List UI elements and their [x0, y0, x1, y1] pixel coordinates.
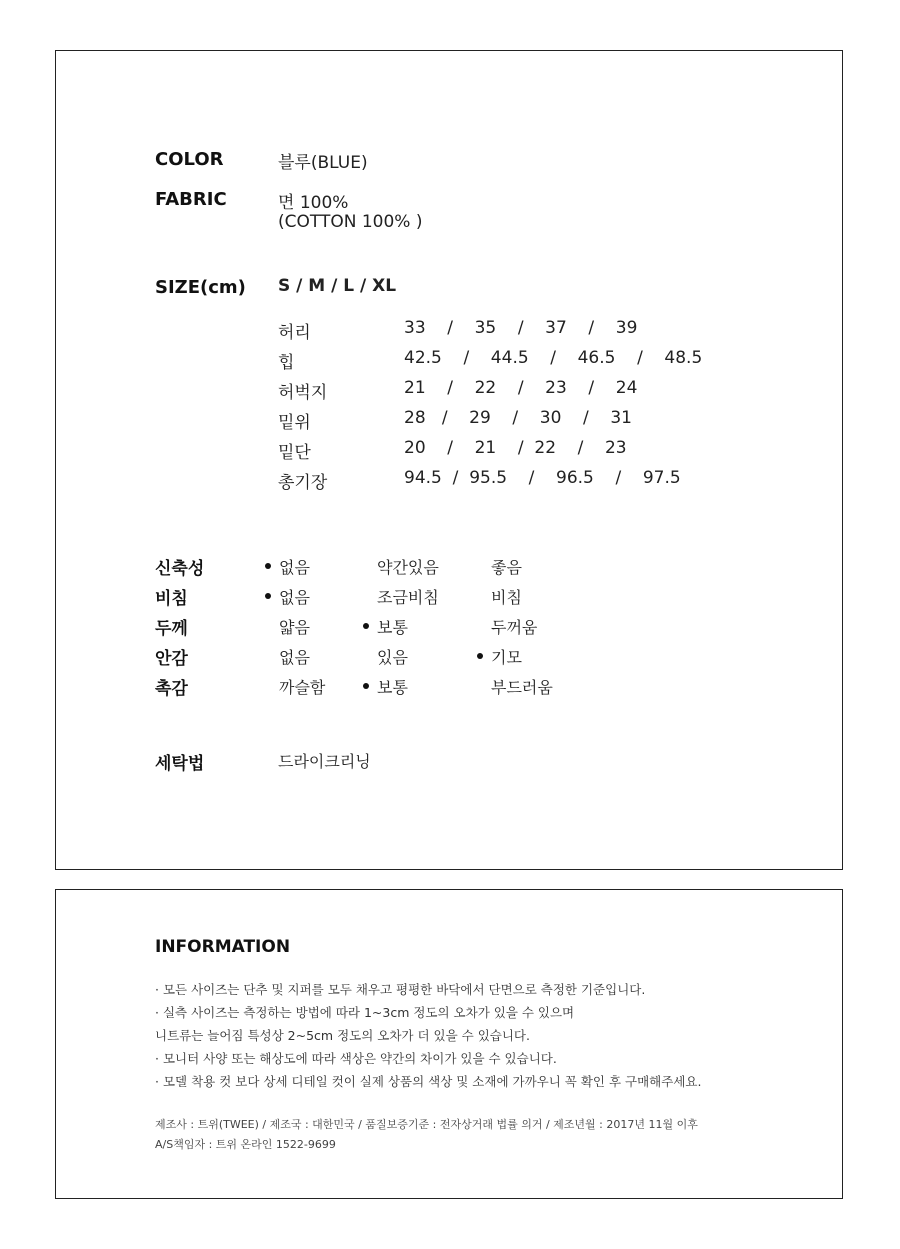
size-value: S / M / L / XL: [278, 276, 397, 296]
information-box: [55, 889, 843, 1199]
measurement-values: 21 / 22 / 23 / 24: [404, 378, 638, 398]
feature-row-texture: [155, 674, 715, 698]
feature-row-lining: [155, 644, 715, 668]
measurement-values: 42.5 / 44.5 / 46.5 / 48.5: [404, 348, 703, 368]
measurement-name: 밑위: [278, 413, 311, 433]
measurement-values: 28 / 29 / 30 / 31: [404, 408, 632, 428]
selected-dot-icon: [363, 623, 369, 629]
selected-dot-icon: [265, 563, 271, 569]
fabric-value-line1: 면 100%: [278, 193, 349, 213]
measurement-name: 총기장: [278, 473, 328, 493]
feature-option: 부드러움: [491, 678, 553, 697]
feature-option: 얇음: [279, 618, 310, 637]
info-note: · 모든 사이즈는 단추 및 지퍼를 모두 채우고 평평한 바닥에서 단면으로 측정한 기준입니다.: [155, 982, 646, 997]
feature-name: 촉감: [155, 679, 188, 699]
measurement-name: 밑단: [278, 443, 311, 463]
info-note: · 실측 사이즈는 측정하는 방법에 따라 1~3cm 정도의 오차가 있을 수 있으며: [155, 1005, 575, 1020]
feature-option: 비침: [491, 588, 522, 607]
feature-option: 없음: [279, 585, 310, 608]
feature-row-stretch: [155, 554, 715, 578]
info-note: 니트류는 늘어짐 특성상 2~5cm 정도의 오차가 더 있을 수 있습니다.: [155, 1028, 530, 1043]
feature-option: 기모: [491, 645, 522, 668]
measurement-values: 33 / 35 / 37 / 39: [404, 318, 638, 338]
measurement-name: 힙: [278, 353, 295, 373]
info-note: · 모니터 사양 또는 해상도에 따라 색상은 약간의 차이가 있을 수 있습니다.: [155, 1051, 557, 1066]
selected-dot-icon: [265, 593, 271, 599]
fabric-label: FABRIC: [155, 189, 227, 210]
feature-option: 보통: [377, 615, 408, 638]
footer-manufacturer: 제조사 : 트위(TWEE) / 제조국 : 대한민국 / 품질보증기준 : 전자상거래 법률 의거 / 제조년월 : 2017년 11월 이후: [155, 1118, 698, 1131]
feature-row-sheerness: [155, 584, 715, 608]
washing-label: 세탁법: [155, 754, 205, 774]
measurement-name: 허벅지: [278, 383, 328, 403]
measurement-name: 허리: [278, 323, 311, 343]
feature-option: 있음: [377, 648, 408, 667]
feature-option: 조금비침: [377, 588, 439, 607]
feature-option: 약간있음: [377, 558, 439, 577]
feature-row-thickness: [155, 614, 715, 638]
footer-as-contact: A/S책임자 : 트위 온라인 1522-9699: [155, 1138, 336, 1151]
color-label: COLOR: [155, 149, 224, 170]
feature-option: 없음: [279, 555, 310, 578]
feature-name: 두께: [155, 619, 188, 639]
feature-name: 안감: [155, 649, 188, 669]
feature-option: 까슬함: [279, 678, 326, 697]
feature-name: 신축성: [155, 559, 205, 579]
selected-dot-icon: [477, 653, 483, 659]
measurement-values: 94.5 / 95.5 / 96.5 / 97.5: [404, 468, 681, 488]
product-spec-box: [55, 50, 843, 870]
selected-dot-icon: [363, 683, 369, 689]
feature-option: 보통: [377, 675, 408, 698]
color-value: 블루(BLUE): [278, 153, 368, 173]
feature-option: 없음: [279, 648, 310, 667]
information-title: INFORMATION: [155, 937, 291, 957]
size-label: SIZE(cm): [155, 277, 246, 298]
feature-option: 두꺼움: [491, 618, 538, 637]
washing-value: 드라이크리닝: [278, 752, 371, 771]
feature-name: 비침: [155, 589, 188, 609]
info-note: · 모델 착용 컷 보다 상세 디테일 컷이 실제 상품의 색상 및 소재에 가까우니 꼭 확인 후 구매해주세요.: [155, 1074, 702, 1089]
feature-option: 좋음: [491, 558, 522, 577]
fabric-value-line2: (COTTON 100% ): [278, 212, 423, 232]
measurement-values: 20 / 21 / 22 / 23: [404, 438, 627, 458]
